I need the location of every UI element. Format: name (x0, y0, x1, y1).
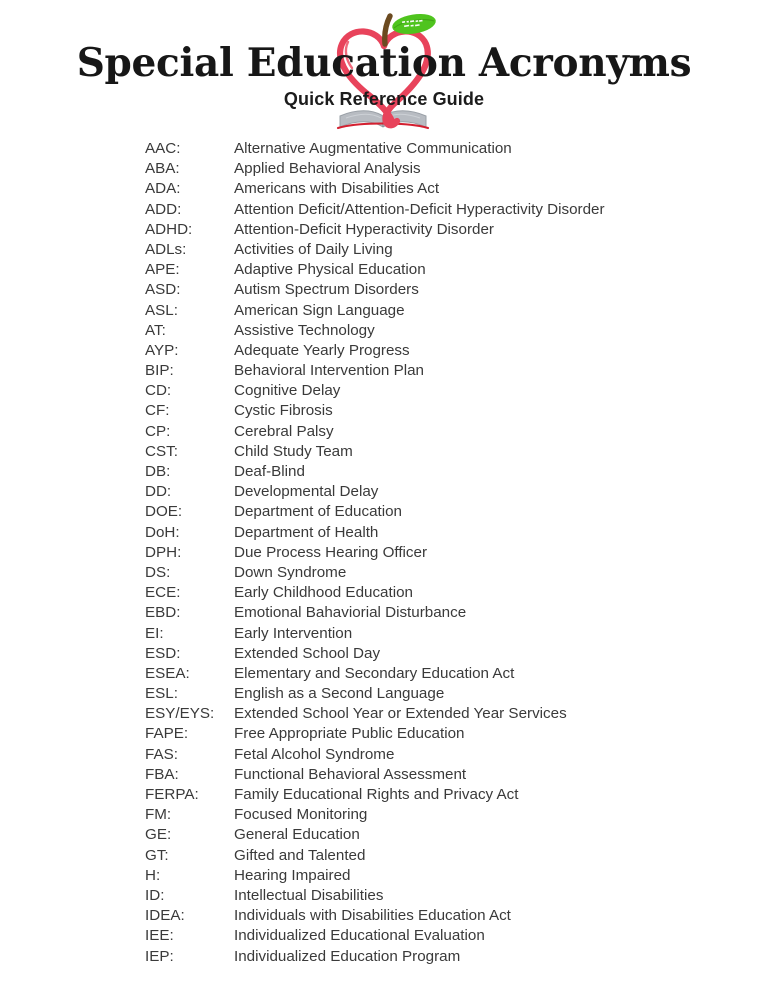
acronym-definition: Extended School Year or Extended Year Services (234, 705, 567, 723)
acronym-term: CST: (145, 442, 178, 460)
acronym-definition: Functional Behavioral Assessment (234, 765, 467, 783)
acronym-list (145, 139, 685, 967)
acronym-row (145, 361, 685, 381)
acronym-definition: English as a Second Language (234, 685, 445, 703)
document-header (0, 0, 768, 136)
acronym-definition: Department of Education (234, 503, 403, 521)
acronym-row (145, 906, 685, 926)
acronym-definition: Family Educational Rights and Privacy Act (234, 786, 519, 803)
page-subtitle: Quick Reference Guide (283, 89, 485, 109)
acronym-row (145, 866, 685, 886)
acronym-row (145, 664, 685, 684)
acronym-definition: Early Intervention (234, 624, 353, 642)
acronym-definition: Extended School Day (234, 644, 381, 662)
acronym-definition: Assistive Technology (234, 321, 375, 339)
acronym-term: IEP: (145, 947, 174, 965)
acronym-row (145, 280, 685, 300)
acronym-term: BIP: (145, 362, 174, 380)
acronym-term: DPH: (145, 543, 182, 561)
acronym-row (145, 684, 685, 704)
acronym-row (145, 482, 685, 502)
acronym-definition: Department of Health (234, 523, 379, 541)
acronym-row (145, 583, 685, 603)
acronym-definition: Developmental Delay (234, 483, 379, 501)
acronym-term: CD: (145, 382, 172, 400)
acronym-row (145, 502, 685, 522)
acronym-definition: Early Childhood Education (234, 584, 413, 602)
acronym-row (145, 603, 685, 623)
apple-leaf-icon (391, 11, 437, 37)
acronym-row (145, 785, 685, 805)
acronym-row (145, 381, 685, 401)
acronym-term: APE: (145, 261, 180, 279)
acronym-term: AT: (145, 321, 166, 339)
acronym-definition: Adequate Yearly Progress (234, 341, 410, 359)
acronym-term: ESD: (145, 644, 181, 662)
acronym-term: ASL: (145, 301, 178, 319)
acronym-term: ESY/EYS: (145, 705, 215, 723)
acronym-definition: Child Study Team (234, 442, 353, 460)
acronym-row (145, 159, 685, 179)
acronym-definition: Adaptive Physical Education (234, 261, 426, 279)
acronym-term: FM: (145, 806, 172, 824)
acronym-row (145, 442, 685, 462)
acronym-term: ESL: (145, 685, 178, 703)
acronym-row (145, 745, 685, 765)
acronym-row (145, 846, 685, 866)
acronym-definition: Fetal Alcohol Syndrome (234, 745, 395, 763)
acronym-definition: Down Syndrome (234, 563, 347, 581)
acronym-row (145, 139, 685, 159)
acronym-row (145, 321, 685, 341)
open-book-icon (338, 111, 428, 128)
acronym-definition: Emotional Bahaviorial Disturbance (234, 604, 467, 622)
acronym-definition: Due Process Hearing Officer (234, 543, 428, 561)
acronym-row (145, 523, 685, 543)
acronym-definition: Free Appropriate Public Education (234, 725, 465, 743)
acronym-term: CF: (145, 402, 170, 420)
acronym-definition: Gifted and Talented (234, 846, 366, 864)
acronym-row (145, 200, 685, 220)
acronym-term: DoH: (145, 523, 180, 541)
acronym-row (145, 704, 685, 724)
acronym-definition: Focused Monitoring (234, 806, 368, 824)
acronym-term: CP: (145, 422, 171, 440)
acronym-term: ASD: (145, 281, 181, 299)
acronym-term: GT: (145, 846, 169, 864)
acronym-row (145, 644, 685, 664)
acronym-term: ADLs: (145, 240, 187, 258)
acronym-definition: Individuals with Disabilities Education Act (234, 907, 511, 925)
acronym-row (145, 765, 685, 785)
acronym-term: AAC: (145, 140, 181, 157)
acronym-definition: Attention-Deficit Hyperactivity Disorder (234, 220, 494, 238)
acronym-definition: Applied Behavioral Analysis (234, 160, 421, 178)
acronym-row (145, 401, 685, 421)
acronym-term: ABA: (145, 160, 180, 178)
acronym-row (145, 805, 685, 825)
acronym-term: DB: (145, 463, 171, 480)
acronym-term: ECE: (145, 584, 181, 602)
acronym-row (145, 240, 685, 260)
acronym-definition: General Education (234, 826, 360, 844)
acronym-term: AYP: (145, 341, 179, 359)
acronym-row (145, 947, 685, 967)
acronym-row (145, 543, 685, 563)
acronym-term: DOE: (145, 503, 183, 521)
acronym-definition: Deaf-Blind (234, 463, 305, 480)
acronym-definition: American Sign Language (234, 301, 405, 319)
acronym-term: DD: (145, 483, 172, 501)
acronym-row (145, 825, 685, 845)
acronym-row (145, 260, 685, 280)
acronym-term: ADHD: (145, 220, 193, 238)
acronym-definition: Behavioral Intervention Plan (234, 362, 424, 380)
acronym-row (145, 179, 685, 199)
acronym-definition: Americans with Disabilities Act (234, 180, 440, 198)
acronym-definition: Hearing Impaired (234, 866, 351, 884)
acronym-row (145, 341, 685, 361)
acronym-definition: Individualized Education Program (234, 947, 461, 965)
acronym-definition: Cognitive Delay (234, 382, 341, 400)
acronym-definition: Alternative Augmentative Communication (234, 140, 512, 157)
acronym-term: IEE: (145, 927, 174, 945)
acronym-term: IDEA: (145, 907, 185, 925)
acronym-term: FAS: (145, 745, 178, 763)
acronym-row (145, 724, 685, 744)
acronym-row (145, 624, 685, 644)
acronym-term: EI: (145, 624, 164, 642)
acronym-term: DS: (145, 563, 171, 581)
acronym-row (145, 462, 685, 482)
acronym-row (145, 422, 685, 442)
acronym-term: GE: (145, 826, 172, 844)
acronym-term: ID: (145, 886, 165, 904)
acronym-row (145, 926, 685, 946)
acronym-term: FAPE: (145, 725, 189, 743)
acronym-term: ADD: (145, 200, 182, 218)
acronym-term: H: (145, 866, 161, 884)
acronym-definition: Elementary and Secondary Education Act (234, 664, 515, 682)
acronym-definition: Activities of Daily Living (234, 240, 393, 258)
acronym-term: ADA: (145, 180, 181, 198)
acronym-row (145, 301, 685, 321)
acronym-row (145, 563, 685, 583)
acronym-term: EBD: (145, 604, 181, 622)
acronym-term: ESEA: (145, 664, 190, 682)
acronym-definition: Autism Spectrum Disorders (234, 281, 419, 299)
acronym-definition: Intellectual Disabilities (234, 886, 384, 904)
page-title: Special Education Acronyms (76, 40, 692, 86)
acronym-row (145, 886, 685, 906)
acronym-definition: Cystic Fibrosis (234, 402, 333, 420)
acronym-term: FERPA: (145, 786, 199, 803)
acronym-definition: Attention Deficit/Attention-Deficit Hyperactivity Disorder (234, 200, 605, 218)
acronym-row (145, 220, 685, 240)
acronym-definition: Individualized Educational Evaluation (234, 927, 485, 945)
acronym-definition: Cerebral Palsy (234, 422, 334, 440)
acronym-term: FBA: (145, 765, 179, 783)
